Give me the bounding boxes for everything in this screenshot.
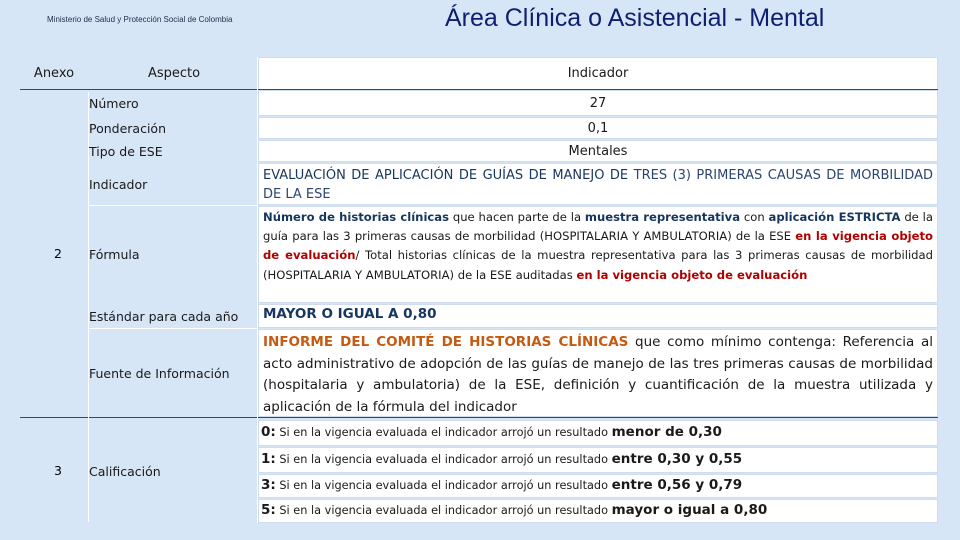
row-label-indicator: Indicador: [89, 176, 148, 192]
rating-range-0: menor de 0,30: [611, 424, 722, 440]
row-label-formula: Fórmula: [89, 247, 140, 262]
rating-item-2: [258, 474, 938, 498]
formula-text-2: con: [740, 210, 769, 224]
formula-strict: aplicación ESTRICTA: [768, 210, 901, 224]
row-value-source: [258, 329, 938, 417]
row-label-rating: Calificación: [89, 463, 161, 479]
row-value-indicator: [258, 163, 938, 205]
row-label-standard: Estándar para cada año: [89, 308, 239, 324]
row-value-standard: MAYOR O IGUAL A 0,80: [258, 304, 938, 328]
column-header-annex: Anexo: [33, 66, 75, 81]
formula-numerator: Número de historias clínicas: [263, 210, 450, 224]
row-label-ese-type: Tipo de ESE: [89, 143, 163, 159]
rating-text-0: Si en la vigencia evaluada el indicador arrojó un resultado: [275, 426, 612, 439]
formula-text-1: que hacen parte de la: [449, 210, 585, 224]
row-value-ese-type: Mentales: [258, 140, 938, 162]
row-value-formula: [258, 206, 938, 303]
indicator-text-main: EVALUACIÓN DE APLICACIÓN DE GUÍAS DE MANEJO DE: [263, 168, 634, 183]
row-label-number: Número: [89, 95, 139, 111]
rating-range-2: entre 0,56 y 0,79: [611, 477, 743, 493]
row-label-weight: Ponderación: [89, 120, 167, 136]
indicator-text-causes: TRES (3) PRIMERAS CAUSAS DE MORBILIDAD DE LA ESE: [263, 168, 933, 202]
rating-score-3: 5:: [261, 502, 276, 518]
rating-range-1: entre 0,30 y 0,55: [611, 451, 743, 467]
ministry-name: Ministerio de Salud y Protección Social de Colombia: [47, 15, 233, 24]
annex-number-2: 2: [54, 246, 62, 261]
annex-number-3: 3: [54, 463, 62, 478]
formula-text-3: de la guía para las 3 primeras causas de morbilidad (HOSPITALARIA Y AMBULATORIA) de la ESE: [263, 210, 933, 244]
column-header-indicator: Indicador: [258, 57, 938, 90]
row-value-number: 27: [258, 90, 938, 116]
formula-sample: muestra representativa: [584, 210, 741, 224]
rating-score-1: 1:: [261, 451, 276, 467]
column-header-aspect: Aspecto: [147, 66, 201, 81]
rating-item-3: [258, 499, 938, 523]
formula-denominator: / Total historias clínicas de la muestra representativa para las 3 primeras causas de morbilidad (HOSPITALARIA Y AMBULATORIA) de la ESE auditadas: [263, 248, 934, 282]
row-value-weight: 0,1: [258, 117, 938, 139]
rating-text-2: Si en la vigencia evaluada el indicador arrojó un resultado: [275, 479, 612, 492]
rating-score-2: 3:: [261, 477, 276, 493]
source-text-2: , definición y cuantificación de la muestra utilizada y aplicación de la fórmula del indicador: [263, 377, 933, 415]
formula-period-2: en la vigencia objeto de evaluación: [576, 267, 808, 282]
rating-text-1: Si en la vigencia evaluada el indicador arrojó un resultado: [275, 453, 612, 466]
rating-item-0: [258, 420, 938, 446]
source-text-1: que como mínimo contenga: Referencia al acto administrativo de adopción de las guías de manejo de las tres primeras causas de morbilidad (hospitalaria y ambulatoria) de la ESE: [263, 334, 933, 393]
rating-range-3: mayor o igual a 0,80: [611, 502, 768, 518]
source-report: INFORME DEL COMITÉ DE HISTORIAS CLÍNICAS: [263, 334, 629, 350]
rating-item-1: [258, 447, 938, 473]
page-title: Área Clínica o Asistencial - Mental: [445, 4, 825, 32]
formula-period-1: en la vigencia objeto de evaluación: [263, 229, 933, 263]
row-label-source: Fuente de Información: [89, 365, 230, 381]
rating-score-0: 0:: [261, 424, 276, 440]
rating-text-3: Si en la vigencia evaluada el indicador arrojó un resultado: [275, 504, 612, 517]
